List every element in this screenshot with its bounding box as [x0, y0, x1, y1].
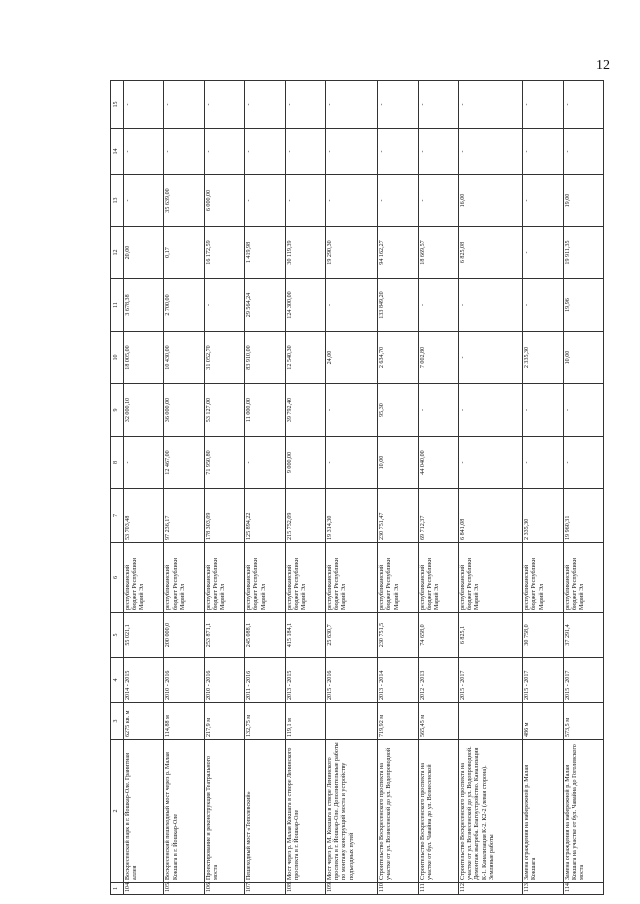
cell-c10: 31 052,70	[204, 332, 244, 384]
cell-cost: 245 088,1	[245, 613, 285, 658]
column-header: 11	[111, 279, 124, 332]
cell-src: республиканский бюджет Республики Марий Эл	[378, 543, 418, 613]
cell-c8: -	[459, 437, 523, 489]
table-row	[124, 81, 164, 895]
cell-len: 565,45 м	[418, 703, 458, 740]
cell-c11: 29 564,24	[245, 279, 285, 332]
cell-cost: 230 751,5	[378, 613, 418, 658]
table-row	[204, 81, 244, 895]
cell-c8: 71 950,80	[204, 437, 244, 489]
header-row	[111, 81, 124, 895]
cell-c14: -	[164, 129, 204, 175]
cell-c9: 36 000,00	[164, 384, 204, 437]
cell-c11: 124 300,00	[285, 279, 325, 332]
cell-cost: 253 871,1	[204, 613, 244, 658]
cell-name: Мост через р. М. Кокшага в створе Ленинского проспекта в г. Йошкар-Оле. Дополнительные работы по монтажу конструкций моста и устройству подъездных путей	[326, 740, 378, 883]
cell-len	[326, 703, 378, 740]
cell-c7: 53 703,48	[124, 489, 164, 543]
cell-c8: -	[326, 437, 378, 489]
cell-c8: 12 467,00	[164, 437, 204, 489]
cell-cost: 55 021,1	[124, 613, 164, 658]
cell-c10: 83 910,00	[245, 332, 285, 384]
cell-c9: -	[459, 384, 523, 437]
cell-c15: -	[459, 81, 523, 129]
cell-len: 6275 кв. м	[124, 703, 164, 740]
table-row	[459, 81, 523, 895]
cell-c15: -	[378, 81, 418, 129]
cell-cost: 200 000,0	[164, 613, 204, 658]
column-header: 4	[111, 658, 124, 703]
cell-c11: 3 678,38	[124, 279, 164, 332]
cell-c15: -	[285, 81, 325, 129]
column-header: 7	[111, 489, 124, 543]
column-header: 15	[111, 81, 124, 129]
cell-len: 114,88 м	[164, 703, 204, 740]
cell-c14: -	[378, 129, 418, 175]
cell-len: 719,92 м	[378, 703, 418, 740]
cell-c14: -	[204, 129, 244, 175]
cell-c13: -	[378, 175, 418, 227]
cell-c14: -	[285, 129, 325, 175]
cell-c13: -	[245, 175, 285, 227]
cell-c15: -	[245, 81, 285, 129]
cell-no: 107.	[245, 883, 285, 895]
cell-name: Воскресенский парк в г. Йошкар-Оле. Гранитная аллея	[124, 740, 164, 883]
cell-period: 2015 - 2016	[326, 658, 378, 703]
table-row	[245, 81, 285, 895]
objects-table	[110, 80, 604, 895]
cell-c13: -	[285, 175, 325, 227]
cell-c8: 9 000,00	[285, 437, 325, 489]
cell-c10: -	[459, 332, 523, 384]
cell-no: 110.	[378, 883, 418, 895]
cell-period: 2015 - 2017	[523, 658, 563, 703]
cell-period: 2010 - 2016	[204, 658, 244, 703]
cell-len: 573,5 м	[563, 703, 603, 740]
column-header: 3	[111, 703, 124, 740]
cell-c11: -	[459, 279, 523, 332]
cell-c10: 10 430,00	[164, 332, 204, 384]
column-header: 9	[111, 384, 124, 437]
cell-c9: 95,30	[378, 384, 418, 437]
cell-c9: 32 000,10	[124, 384, 164, 437]
cell-c10: 7 002,80	[418, 332, 458, 384]
cell-no: 104.	[124, 883, 164, 895]
cell-c11: -	[523, 279, 563, 332]
cell-src: республиканский бюджет Республики Марий Эл	[204, 543, 244, 613]
column-header: 5	[111, 613, 124, 658]
table-row	[563, 81, 603, 895]
cell-src: республиканский бюджет Республики Марий Эл	[418, 543, 458, 613]
cell-cost: 6 825,1	[459, 613, 523, 658]
table-row	[164, 81, 204, 895]
cell-c15: -	[523, 81, 563, 129]
column-header: 8	[111, 437, 124, 489]
cell-name: Строительство Воскресенского проспекта на участке от бул. Чавайна до ул. Вознесенской	[418, 740, 458, 883]
cell-c11: 133 849,20	[378, 279, 418, 332]
cell-c7: 125 894,22	[245, 489, 285, 543]
cell-c13: 6 000,00	[204, 175, 244, 227]
cell-cost: 25 630,7	[326, 613, 378, 658]
cell-name: Пешеходный мост «Тополевский»	[245, 740, 285, 883]
cell-c8: 10,00	[378, 437, 418, 489]
cell-c7: 215 752,09	[285, 489, 325, 543]
cell-src: республиканский бюджет Республики Марий Эл	[326, 543, 378, 613]
cell-period: 2010 - 2016	[164, 658, 204, 703]
cell-src: республиканский бюджет Республики Марий Эл	[164, 543, 204, 613]
cell-c12: 16 172,59	[204, 227, 244, 279]
cell-c7: 178 303,09	[204, 489, 244, 543]
cell-c15: -	[563, 81, 603, 129]
cell-c7: 69 712,37	[418, 489, 458, 543]
cell-c9: -	[523, 384, 563, 437]
table-row	[418, 81, 458, 895]
cell-c14: -	[563, 129, 603, 175]
table-row	[523, 81, 563, 895]
cell-no: 106.	[204, 883, 244, 895]
cell-no: 108.	[285, 883, 325, 895]
cell-len: 217,9 м	[204, 703, 244, 740]
cell-name: Мост через р. Малая Кокшага в створе Ленинского проспекта в г. Йошкар-Оле	[285, 740, 325, 883]
cell-c9: -	[418, 384, 458, 437]
cell-c13: -	[523, 175, 563, 227]
cell-name: Замена ограждения на набережной р. Малая Кокшага	[523, 740, 563, 883]
column-header: 14	[111, 129, 124, 175]
cell-c9: -	[563, 384, 603, 437]
cell-c14: -	[245, 129, 285, 175]
cell-c13: -	[326, 175, 378, 227]
cell-c14: -	[418, 129, 458, 175]
cell-c14: -	[523, 129, 563, 175]
cell-name: Строительство Воскресенского проспекта на участке от ул. Вознесенской до ул. Водопроводной. Демонтаж выгреба. Благоустройство. Канализация К-1. Канализация К-2. К2-2 (левая сторона). Земляные работы	[459, 740, 523, 883]
cell-c10: 10,00	[563, 332, 603, 384]
cell-c13: -	[124, 175, 164, 227]
cell-c10: 24,00	[326, 332, 378, 384]
cell-no: 112.	[459, 883, 523, 895]
cell-name: Строительство Воскресенского проспекта на участке от ул. Вознесенской до ул. Водопроводной	[378, 740, 418, 883]
cell-c14: -	[124, 129, 164, 175]
cell-c15: -	[124, 81, 164, 129]
table-row	[326, 81, 378, 895]
cell-no: 109.	[326, 883, 378, 895]
cell-no: 114.	[563, 883, 603, 895]
cell-period: 2013 - 2014	[378, 658, 418, 703]
cell-c13: 35 639,00	[164, 175, 204, 227]
cell-c11: 19,96	[563, 279, 603, 332]
rotated-table-container	[110, 80, 604, 895]
cell-c12: 19 290,30	[326, 227, 378, 279]
cell-no: 113.	[523, 883, 563, 895]
cell-no: 111.	[418, 883, 458, 895]
cell-period: 2015 - 2017	[563, 658, 603, 703]
cell-c13: 16,00	[459, 175, 523, 227]
cell-period: 2014 - 2015	[124, 658, 164, 703]
cell-c13: 19,00	[563, 175, 603, 227]
column-header: 6	[111, 543, 124, 613]
table-row	[378, 81, 418, 895]
cell-c12: 19 911,35	[563, 227, 603, 279]
cell-len	[459, 703, 523, 740]
cell-c12: 0,17	[164, 227, 204, 279]
cell-c11: -	[204, 279, 244, 332]
cell-c12: -	[523, 227, 563, 279]
cell-src: республиканский бюджет Республики Марий Эл	[124, 543, 164, 613]
cell-c12: 30 119,39	[285, 227, 325, 279]
cell-cost: 74 658,0	[418, 613, 458, 658]
cell-src: республиканский бюджет Республики Марий Эл	[459, 543, 523, 613]
cell-name: Воскресенский пешеходный мост через р. Малая Кокшага в г. Йошкар-Оле	[164, 740, 204, 883]
cell-c14: -	[326, 129, 378, 175]
cell-c9: -	[326, 384, 378, 437]
cell-src: республиканский бюджет Республики Марий Эл	[523, 543, 563, 613]
cell-c7: 97 236,17	[164, 489, 204, 543]
cell-c11: 2 700,00	[164, 279, 204, 332]
cell-c9: 53 127,00	[204, 384, 244, 437]
cell-c10: 18 005,00	[124, 332, 164, 384]
cell-c7: 230 751,47	[378, 489, 418, 543]
cell-cost: 415 184,1	[285, 613, 325, 658]
cell-c10: 2 634,70	[378, 332, 418, 384]
cell-name: Замена ограждения на набережной р. Малая Кокшага на участке от бул. Чавайна до Гоголевского моста	[563, 740, 603, 883]
cell-src: республиканский бюджет Республики Марий Эл	[563, 543, 603, 613]
cell-c8: -	[563, 437, 603, 489]
cell-c12: 18 669,57	[418, 227, 458, 279]
cell-c8: -	[124, 437, 164, 489]
cell-c7: 19 960,31	[563, 489, 603, 543]
cell-len: 486 м	[523, 703, 563, 740]
table-row	[285, 81, 325, 895]
cell-c12: 20,00	[124, 227, 164, 279]
cell-c12: 6 825,08	[459, 227, 523, 279]
cell-c7: 2 335,30	[523, 489, 563, 543]
cell-c15: -	[204, 81, 244, 129]
cell-c10: 2 335,30	[523, 332, 563, 384]
column-header: 1	[111, 883, 124, 895]
cell-c15: -	[418, 81, 458, 129]
cell-c9: 39 792,40	[285, 384, 325, 437]
cell-c12: 1 419,98	[245, 227, 285, 279]
cell-c15: -	[164, 81, 204, 129]
cell-cost: 30 758,0	[523, 613, 563, 658]
cell-len: 132,75 м	[245, 703, 285, 740]
cell-period: 2012 - 2013	[418, 658, 458, 703]
column-header: 10	[111, 332, 124, 384]
cell-c11: -	[326, 279, 378, 332]
page-number: 12	[596, 58, 610, 73]
cell-c10: 12 540,30	[285, 332, 325, 384]
cell-period: 2011 - 2016	[245, 658, 285, 703]
cell-c12: 94 162,27	[378, 227, 418, 279]
cell-period: 2015 - 2017	[459, 658, 523, 703]
cell-no: 105.	[164, 883, 204, 895]
column-header: 2	[111, 740, 124, 883]
cell-cost: 37 291,4	[563, 613, 603, 658]
cell-c8: 44 040,00	[418, 437, 458, 489]
cell-c7: 6 841,08	[459, 489, 523, 543]
cell-name: Проектирование и реконструкция Театрального моста	[204, 740, 244, 883]
column-header: 13	[111, 175, 124, 227]
cell-c8: -	[245, 437, 285, 489]
cell-c7: 19 314,30	[326, 489, 378, 543]
cell-c11: -	[418, 279, 458, 332]
cell-src: республиканский бюджет Республики Марий Эл	[285, 543, 325, 613]
cell-c14: -	[459, 129, 523, 175]
cell-c13: -	[418, 175, 458, 227]
cell-src: республиканский бюджет Республики Марий Эл	[245, 543, 285, 613]
cell-period: 2013 - 2015	[285, 658, 325, 703]
cell-c9: 11 000,00	[245, 384, 285, 437]
column-header: 12	[111, 227, 124, 279]
cell-len: 119,1 м	[285, 703, 325, 740]
cell-c8: -	[523, 437, 563, 489]
cell-c15: -	[326, 81, 378, 129]
